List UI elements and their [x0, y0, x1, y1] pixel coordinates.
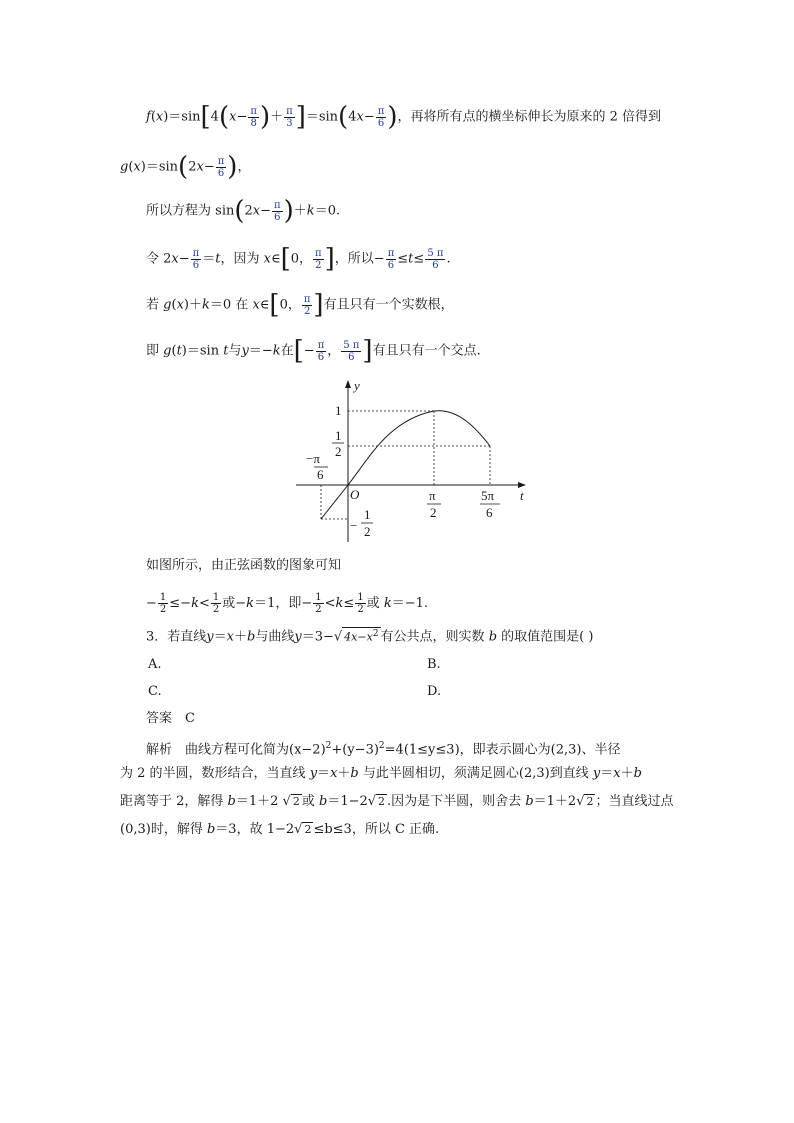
sol4-c: ≤b≤3，所以 C 正确. — [313, 822, 440, 837]
sol3-c: .因为是下半圆，则舍去 — [387, 794, 522, 809]
sol2-b: 与此半圆相切，须满足圆心(2,3)到直线 — [362, 766, 589, 781]
q3-c: 有公共点，则实数 — [380, 629, 485, 645]
tick-neg-pi-num: −π — [306, 451, 320, 466]
tick-neg-half-num: 1 — [364, 507, 371, 522]
option-a[interactable] — [148, 655, 162, 675]
option-a-label: A. — [148, 657, 162, 672]
line-2: g(x)＝sin(2x− $\frac{\pi}{6}$ )， — [120, 152, 251, 182]
tick-neg-half-den: 2 — [364, 524, 371, 539]
line-5-b: 在 — [235, 297, 249, 313]
solution-3: 距离等于 2，解得 b＝1＋2 √ 2 或 b＝1−2√ 2 .因为是下半圆，则舍去 b＝1＋2√ 2 ；当直线过点 — [120, 794, 674, 809]
tick-half-num: 1 — [335, 428, 342, 443]
line-6-c: 在 — [280, 343, 294, 359]
tick-neg-half-sign: − — [350, 518, 358, 533]
answer-line — [146, 709, 195, 729]
answer-label: 答案 — [146, 711, 173, 726]
tick-pi2-den: 2 — [430, 505, 437, 520]
line-6: 即 g(t)＝sin t与y＝−k在[− $\frac{\pi}{6}$ ， $\frac{5 \pi}{6}$ ]有且只有一个交点. — [146, 336, 481, 366]
tick-5pi6-den: 6 — [486, 505, 493, 520]
line-6-b: 与 — [228, 343, 242, 359]
line-6-a: 即 — [146, 343, 160, 359]
sol3-d: ；当直线过点 — [595, 794, 674, 809]
sol2-a: 为 2 的半圆，数形结合，当直线 — [120, 766, 306, 781]
line-4-b: ，因为 — [220, 251, 260, 267]
sol3-b: 或 — [301, 794, 315, 809]
option-d[interactable] — [427, 682, 441, 702]
sol1-b: +(y−3) — [331, 742, 379, 758]
sol1-c: =4(1≤y≤3)，即表示圆心为(2,3)、半径 — [384, 742, 621, 758]
line-1: f(x)＝sin[4(x− $\frac{\pi}{8}$ )＋ $\frac{\pi}{3}$ ]＝sin(4x− $\frac{\pi}{6}$ )，再将所有点的横坐标伸长为原来的 2 倍得到 — [146, 102, 662, 132]
option-c[interactable] — [148, 682, 162, 702]
sine-curve — [321, 411, 490, 519]
line-5-c: 有且只有一个实数根， — [323, 297, 454, 313]
sol1-a: 解析 曲线方程可化简为(x−2) — [146, 742, 326, 758]
line-8-or-2: 或 — [366, 596, 380, 611]
sol4-a: (0,3)时，解得 — [120, 822, 203, 837]
line-1-tail: ，再将所有点的横坐标伸长为原来的 2 倍得到 — [397, 109, 662, 125]
line-7-text: 如图所示，由正弦函数的图象可知 — [146, 558, 342, 573]
tick-neg-pi-den: 6 — [317, 467, 324, 482]
q3-b: 与曲线 — [255, 629, 295, 645]
sol3-a: 距离等于 2，解得 — [120, 794, 224, 809]
question-3: 3．若直线y＝x＋b与曲线y＝3−√ $4x-x^2$ 有公共点，则实数 b 的取值范围是( ) — [146, 629, 594, 645]
origin-label: O — [350, 487, 360, 502]
line-8-or: 或 — [222, 596, 236, 611]
line-4-a: 令 2 — [146, 251, 172, 267]
t-axis-label: t — [520, 488, 524, 503]
option-d-label: D. — [427, 684, 442, 699]
option-b-label: B. — [427, 657, 441, 672]
line-8-then: ，即− — [275, 596, 313, 611]
sine-graph — [288, 372, 538, 547]
y-axis-label: y — [354, 378, 360, 393]
tick-pi2-num: π — [429, 488, 436, 503]
solution-2: 为 2 的半圆，数形结合，当直线 y＝x＋b 与此半圆相切，须满足圆心(2,3)到直线 y＝x＋b — [120, 766, 642, 781]
q3-d: 的取值范围是( ) — [501, 629, 594, 645]
answer-value: C — [185, 711, 195, 726]
sol4-b: ，故 1−2 — [236, 822, 295, 837]
solution-1: 解析 曲线方程可化简为$(x-2)^2+(y-3)^2=4(1\le y\le 3)$，即表示圆心为(2,3)、半径 — [146, 741, 621, 758]
tick-5pi6-num: 5π — [481, 488, 495, 503]
tick-1: 1 — [335, 403, 342, 418]
line-5: 若 g(x)＋k＝0 在 x∈[0， $\frac{\pi}{2}$ ]有且只有一个实数根， — [146, 290, 454, 320]
line-5-a: 若 — [146, 297, 160, 313]
line-7 — [146, 556, 341, 576]
q3-a: 3．若直线 — [146, 629, 207, 645]
solution-4: (0,3)时，解得 b＝3，故 1−2√ 2 ≤b≤3，所以 C 正确. — [120, 822, 440, 837]
tick-half-den: 2 — [335, 444, 342, 459]
line-3-text: 所以方程为 — [146, 203, 212, 219]
y-axis-arrow — [345, 380, 351, 388]
line-4: 令 2x− $\frac{\pi}{6}$ ＝t，因为 x∈[0， $\frac{\pi}{2}$ ]，所以− $\frac{\pi}{6}$ ≤t≤ $\frac{5 \pi}{6}$ . — [146, 244, 451, 274]
line-3: 所以方程为 sin(2x− $\frac{\pi}{6}$ )＋k＝0. — [146, 196, 341, 226]
option-b[interactable] — [427, 655, 441, 675]
line-6-d: 有且只有一个交点. — [372, 343, 481, 359]
option-c-label: C. — [148, 684, 162, 699]
line-4-c: ，所以− — [334, 251, 385, 267]
line-8: − $\frac{1}{2}$ ≤−k< $\frac{1}{2}$ 或−k＝1，即− $\frac{1}{2}$ <k≤ $\frac{1}{2}$ 或 k＝−1. — [146, 592, 429, 615]
